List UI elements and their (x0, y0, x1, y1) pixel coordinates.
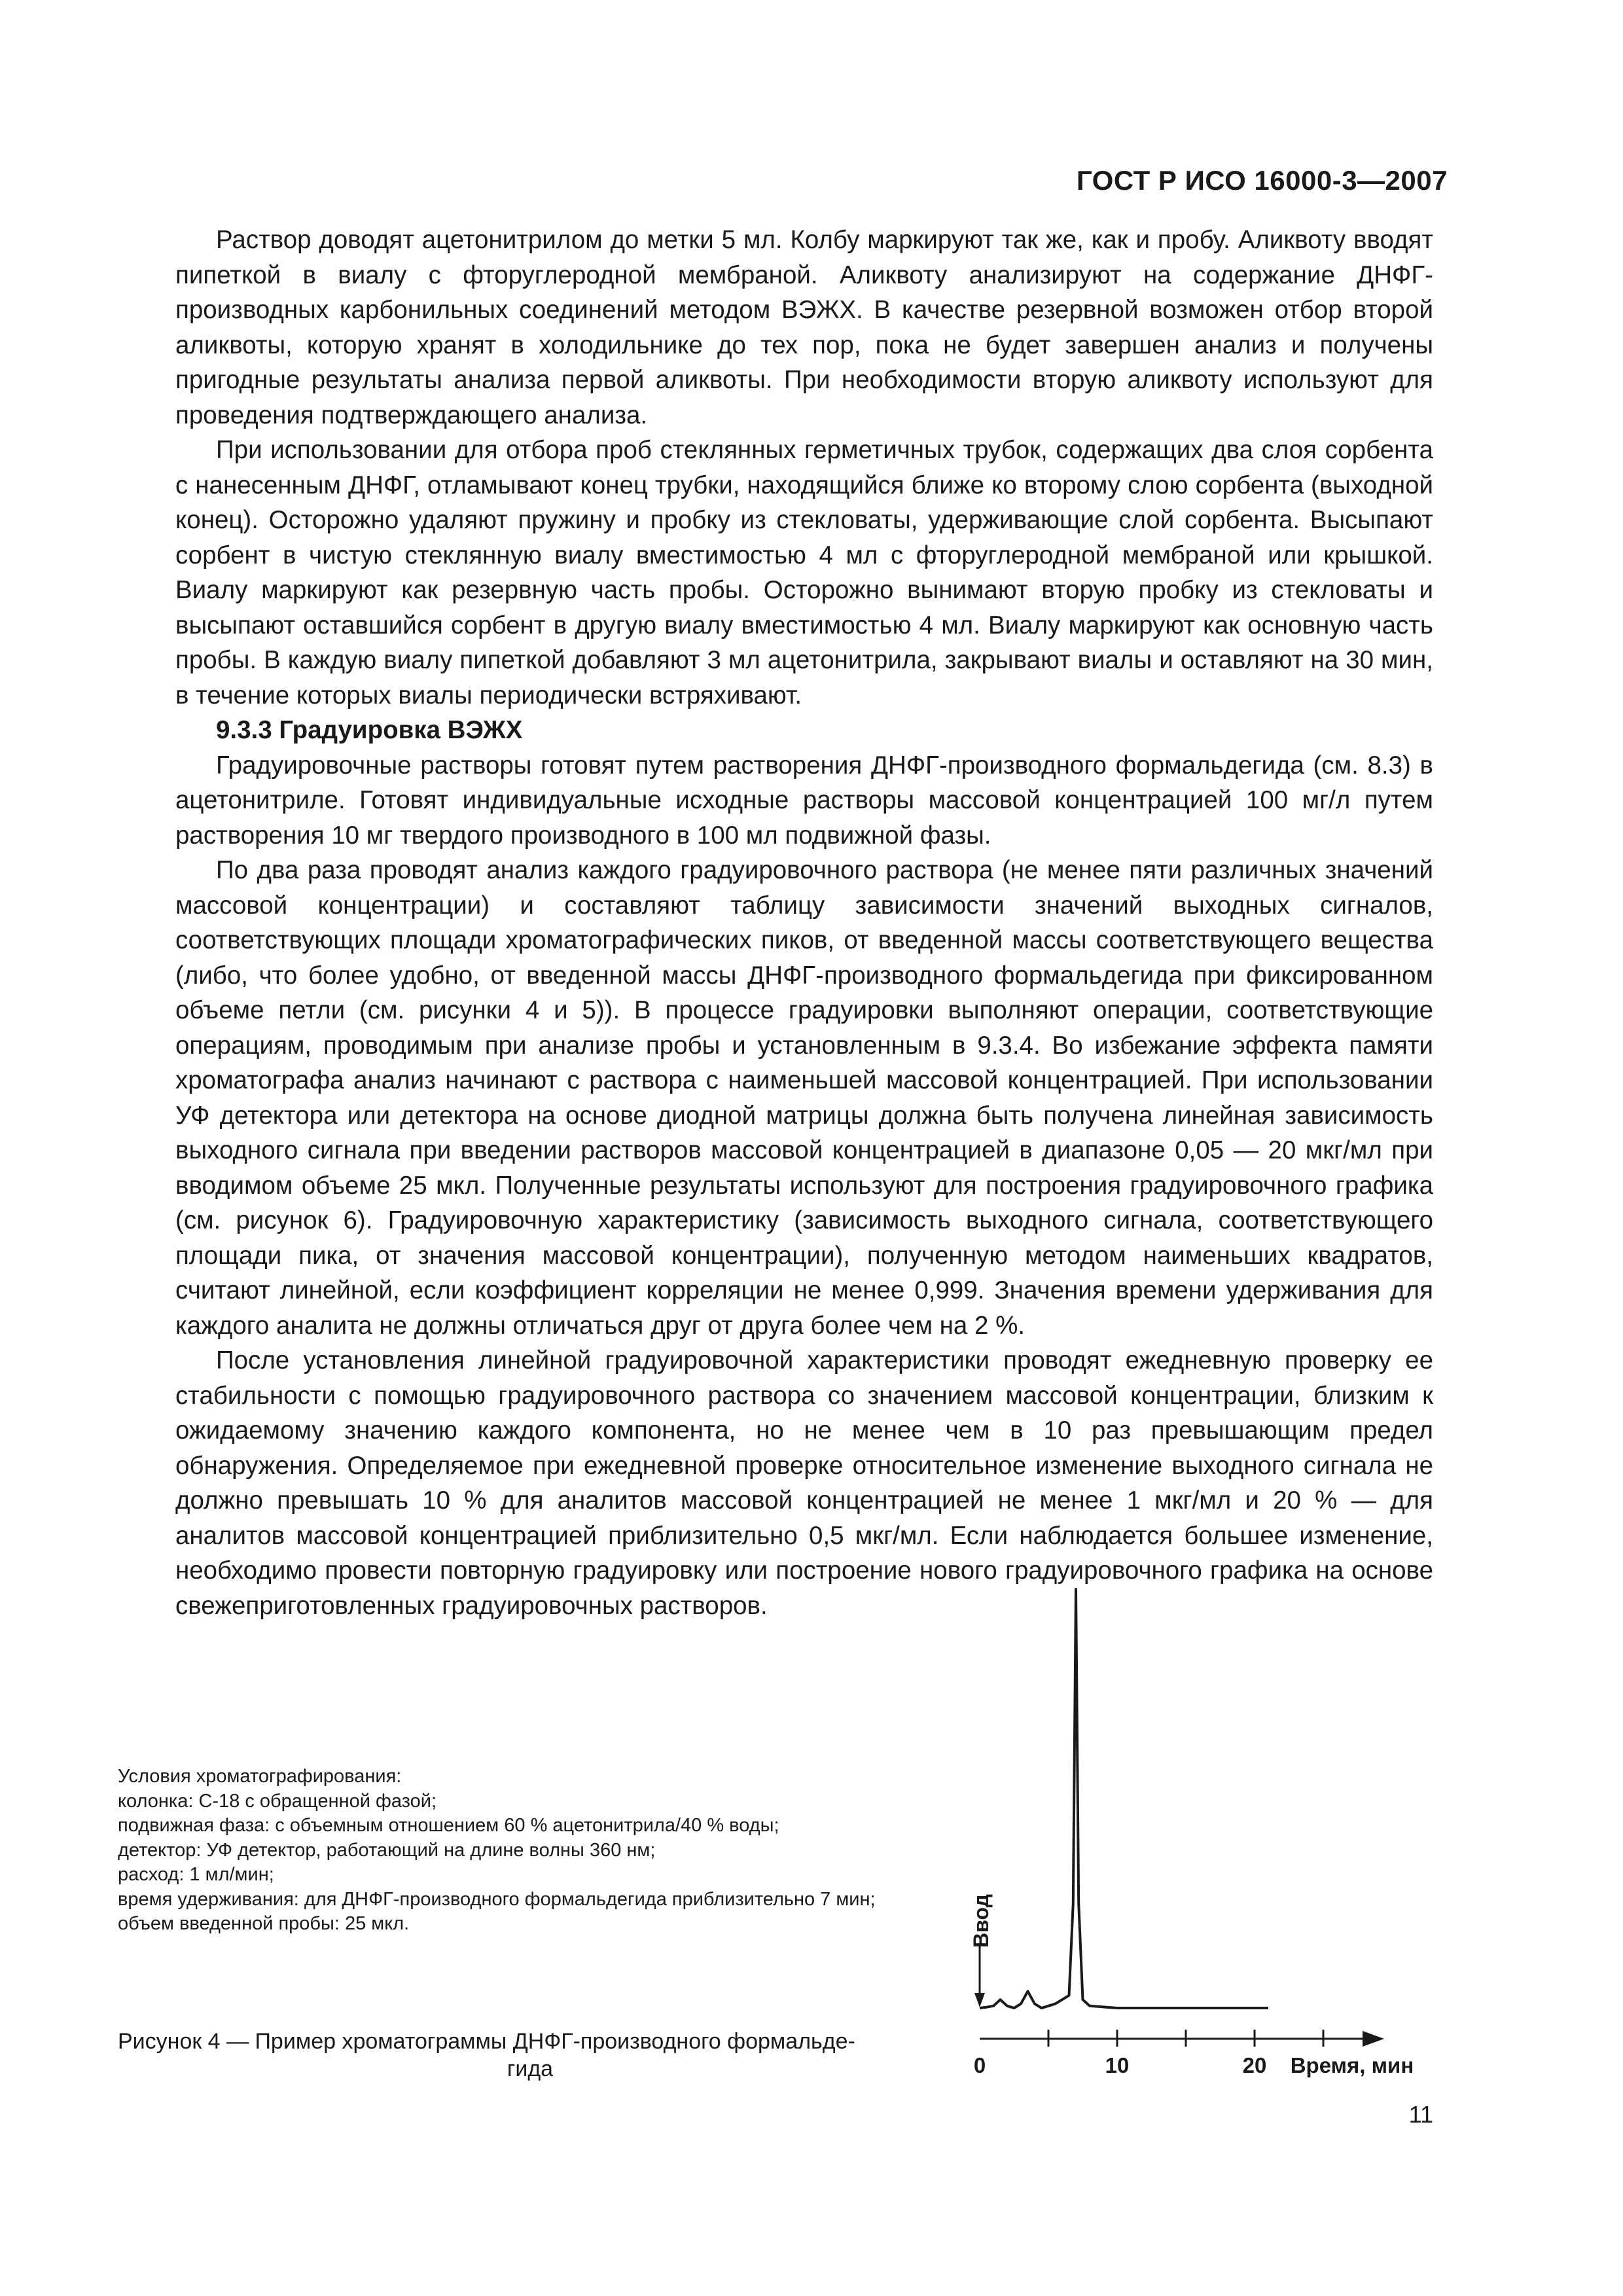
page-number: 11 (1408, 2101, 1433, 2128)
condition-line: колонка: С-18 с обращенной фазой; (118, 1790, 437, 1812)
x-axis-label: Время, мин (1290, 2053, 1414, 2077)
figure-caption-line: Рисунок 4 — Пример хроматограммы ДНФГ-производного формальде- (118, 2029, 855, 2054)
x-tick-label: 0 (973, 2053, 986, 2077)
condition-line: Условия хроматографирования: (118, 1766, 402, 1787)
chromatogram-trace (980, 1589, 1268, 2008)
condition-line: время удерживания: для ДНФГ-производного формальдегида приблизительно 7 мин; (118, 1888, 876, 1910)
x-tick-label: 20 (1242, 2053, 1267, 2077)
tick-labels (974, 2053, 1267, 2077)
chromatography-conditions (118, 1765, 936, 1937)
inject-arrow-head (974, 1993, 985, 2007)
condition-line: объем введенной пробы: 25 мкл. (118, 1913, 410, 1934)
paragraph: Градуировочные растворы готовят путем растворения ДНФГ-производного формальдегида (см. 8.3) в ацетонитриле. Готовят индивидуальные исходные растворы массовой концентрацией 100 мг/л путем растворения 10 мг твердого производного в 100 мл подвижной фазы. (175, 751, 1433, 850)
paragraph: По два раза проводят анализ каждого градуировочного раствора (не менее пяти различных значений массовой концентрации) и составляют таблицу зависимости значений выходных сигналов, соответствующих площади хроматографических пиков, от введенной массы соответствующего вещества (либо, что более удобно, от введенной массы ДНФГ-производного формальдегида при фиксированном объеме петли (см. рисунки 4 и 5)). В процессе градуировки выполняют операции, соответствующие операциям, проводимым при анализе пробы и установленным в 9.3.4. Во избежание эффекта памяти хроматографа анализ начинают с раствора с наименьшей массовой концентрацией. При использовании УФ детектора или детектора на основе диодной матрицы должна быть получена линейная зависимость выходного сигнала при введении растворов массовой концентрацией в диапазоне 0,05 — 20 мкг/мл при вводимом объеме 25 мкл. Полученные результаты используют для построения градуировочного графика (см. рисунок 6). Градуировочную характеристику (зависимость выходного сигнала, соответствующего площади пика, от значения массовой концентрации), полученную методом наименьших квадратов, считают линейной, если коэффициент корреляции не менее 0,999. Значения времени удерживания для каждого аналита не должны отличаться друг от друга более чем на 2 %. (175, 856, 1433, 1340)
chromatogram (962, 1581, 1459, 2078)
condition-line: подвижная фаза: с объемным отношением 60 % ацетонитрила/40 % воды; (118, 1815, 779, 1836)
document-number: ГОСТ Р ИСО 16000-3—2007 (1076, 165, 1448, 196)
figure-caption (118, 2028, 942, 2083)
figure-caption-line: гида (507, 2056, 554, 2081)
x-axis-arrow (1363, 2031, 1384, 2047)
paragraph: Раствор доводят ацетонитрилом до метки 5 мл. Колбу маркируют так же, как и пробу. Аликвоту вводят пипеткой в виалу с фторуглеродной мембраной. Аликвоту анализируют на содержание ДНФГ-производных карбонильных соединений методом ВЭЖХ. В качестве резервной возможен отбор второй аликвоты, которую хранят в холодильнике до тех пор, пока не будет завершен анализ и получены пригодные результаты анализа первой аликвоты. При необходимости вторую аликвоту используют для проведения подтверждающего анализа. (175, 226, 1433, 429)
condition-line: детектор: УФ детектор, работающий на длине волны 360 нм; (118, 1839, 656, 1861)
section-heading: 9.3.3 Градуировка ВЭЖХ (216, 716, 523, 744)
body-text (175, 223, 1433, 1623)
x-tick-label: 10 (1105, 2053, 1130, 2077)
paragraph: После установления линейной градуировочной характеристики проводят ежедневную проверку ее стабильности с помощью градуировочного раствора со значением массовой концентрации, близким к ожидаемому значению каждого компонента, но не менее чем в 10 раз превышающим предел обнаружения. Определяемое при ежедневной проверке относительное изменение выходного сигнала не должно превышать 10 % для аналитов массовой концентрацией не менее 1 мкг/мл и 20 % — для аналитов массовой концентрацией приблизительно 0,5 мкг/мл. Если наблюдается большее изменение, необходимо провести повторную градуировку или построение нового градуировочного графика на основе свежеприготовленных градуировочных растворов. (175, 1346, 1433, 1620)
inject-label: Ввод (969, 1894, 993, 1948)
paragraph: При использовании для отбора проб стеклянных герметичных трубок, содержащих два слоя сорбента с нанесенным ДНФГ, отламывают конец трубки, находящийся ближе ко второму слою сорбента (выходной конец). Осторожно удаляют пружину и пробку из стекловаты, удерживающие слой сорбента. Высыпают сорбент в чистую стеклянную виалу вместимостью 4 мл с фторуглеродной мембраной или крышкой. Виалу маркируют как резервную часть пробы. Осторожно вынимают вторую пробку из стекловаты и высыпают оставшийся сорбент в другую виалу вместимостью 4 мл. Виалу маркируют как основную часть пробы. В каждую виалу пипеткой добавляют 3 мл ацетонитрила, закрывают виалы и оставляют на 30 мин, в течение которых виалы периодически встряхивают. (175, 436, 1433, 709)
condition-line: расход: 1 мл/мин; (118, 1864, 274, 1885)
